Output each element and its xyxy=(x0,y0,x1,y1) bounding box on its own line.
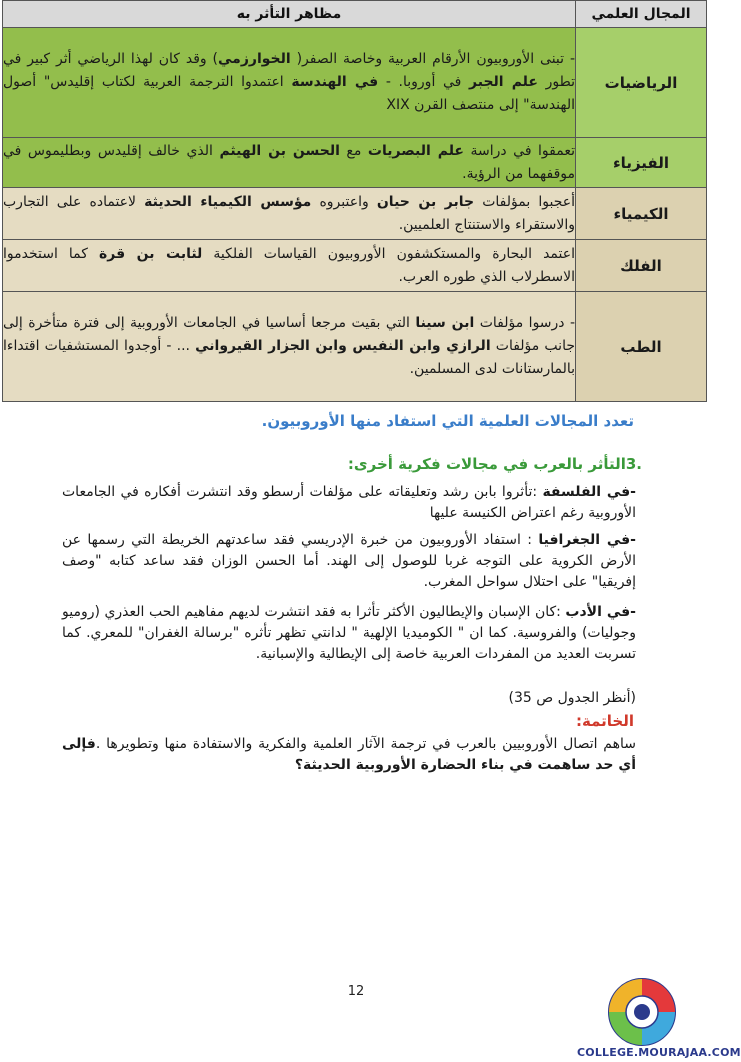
table-row xyxy=(3,240,707,292)
row-description xyxy=(3,28,576,138)
description-text: ... - أوجدوا المستشفيات اقتداءا بالمارستانات لدى المسلمين. xyxy=(3,338,575,377)
row-description xyxy=(3,188,576,240)
header-aspect: مظاهر التأثر به xyxy=(3,1,576,28)
page-number: 12 xyxy=(347,984,365,999)
row-description xyxy=(3,240,576,292)
conclusion-text: ساهم اتصال الأوروبيين بالعرب في ترجمة الآثار العلمية والفكرية والاستفادة منها وتطويرها . xyxy=(95,736,636,752)
description-text: كما استخدموا الاسطرلاب الذي طوره العرب. xyxy=(3,245,575,285)
conclusion-paragraph xyxy=(62,734,636,776)
description-text: الذي خالف إقليدس وبطليموس في موقفهما من الرؤية. xyxy=(3,142,575,182)
table-header-row xyxy=(3,1,707,28)
table-reference: (أنظر الجدول ص 35) xyxy=(508,690,636,706)
highlighted-term: الرازي وابن النفيس وابن الجزار القيرواني xyxy=(195,338,491,354)
description-text: أعجبوا بمؤلفات xyxy=(474,193,576,210)
row-field: الفلك xyxy=(576,240,707,292)
highlighted-term: جابر بن حيان xyxy=(376,193,475,210)
highlighted-term: علم البصريات xyxy=(367,142,464,159)
row-description xyxy=(3,138,576,188)
description-text: ) وقد كان لهذا الرياضي أثر كبير في تطور xyxy=(3,51,575,90)
description-text: اعتمدوا الترجمة العربية لكتاب إقليدس" أصول الهندسة" إلى منتصف القرن XIX xyxy=(3,74,575,113)
conclusion-question: فإلى أي حد ساهمت في بناء الحضارة الأوروبية الحديثة؟ xyxy=(62,736,636,773)
highlighted-term: لثابت بن قرة xyxy=(99,245,203,262)
row-description xyxy=(3,292,576,402)
philosophy-text: :تأثروا بابن رشد وتعليقاته على مؤلفات أرسطو وقد انتشرت أفكاره في الجامعات الأوروبية رغم اعتراض الكنيسة عليها xyxy=(62,484,636,521)
description-text: لاعتماده على التجارب والاستقراء والاستنتاج العلميين. xyxy=(3,193,575,233)
philosophy-label: -في الفلسفة xyxy=(542,484,636,500)
description-text: - درسوا مؤلفات xyxy=(474,315,575,331)
table-row xyxy=(3,188,707,240)
description-text: واعتبروه xyxy=(311,193,377,210)
geography-text: : استفاد الأوروبيون من خبرة الإدريسي فقد ساعدتهم الخريطة التي رسمها عن الأرض الكروية على التوجه غربا للوصول إلى الهند. أما الحسن الوزان فقد ساعد كتابه "وصف إفريقيا" على احتلال سواحل المغرب. xyxy=(62,532,636,590)
table-row xyxy=(3,138,707,188)
description-text: اعتمد البحارة والمستكشفون الأوروبيون القياسات الفلكية xyxy=(202,245,575,262)
row-field: الفيزياء xyxy=(576,138,707,188)
philosophy-paragraph xyxy=(62,482,636,524)
table-row xyxy=(3,292,707,402)
highlighted-term: في الهندسة xyxy=(291,74,379,90)
geography-paragraph xyxy=(62,530,636,593)
row-field: الطب xyxy=(576,292,707,402)
highlighted-term: مؤسس الكيمياء الحديثة xyxy=(144,193,312,210)
row-field: الرياضيات xyxy=(576,28,707,138)
description-text: - تبنى الأوروبيون الأرقام العربية وخاصة الصفر( xyxy=(290,51,575,67)
description-text: مع xyxy=(339,142,368,159)
science-influence-table xyxy=(2,0,707,402)
highlighted-term: علم الجبر xyxy=(469,74,538,90)
highlighted-term: ابن سينا xyxy=(415,315,475,331)
highlighted-term: الحسن بن الهيثم xyxy=(219,142,340,159)
conclusion-title: الخاتمة: xyxy=(575,712,634,730)
header-field: المجال العلمي xyxy=(576,1,707,28)
table-caption: تعدد المجالات العلمية التي استفاد منها الأوروبيون. xyxy=(261,412,634,430)
logo-text: COLLEGE.MOURAJAA.COM xyxy=(577,1046,741,1059)
literature-label: -في الأدب xyxy=(565,604,636,620)
geography-label: -في الجغرافيا xyxy=(538,532,636,548)
description-text: تعمقوا في دراسة xyxy=(463,142,575,159)
table-row xyxy=(3,28,707,138)
row-field: الكيمياء xyxy=(576,188,707,240)
college-mourajaa-logo-icon xyxy=(596,972,688,1050)
description-text: في أوروبا. - xyxy=(378,74,470,90)
highlighted-term: الخوارزمي xyxy=(218,51,291,67)
literature-paragraph xyxy=(62,602,636,665)
section-3-title: .3التأثر بالعرب في مجالات فكرية أخرى: xyxy=(347,455,642,473)
literature-text: :كان الإسبان والإيطاليون الأكثر تأثرا به فقد انتشرت لديهم مفاهيم الحب العذري (روميو وجوليات) والفروسية. كما ان " الكوميديا الإلهية " لدانتي تظهر تأثره "برسالة الغفران" للمعري. كما تسربت العديد من المفردات العربية خاصة إلى الإيطالية والإسبانية. xyxy=(62,604,636,662)
description-text: التي بقيت مرجعا أساسيا في الجامعات الأوروبية إلى فترة متأخرة إلى جانب مؤلفات xyxy=(3,315,575,354)
